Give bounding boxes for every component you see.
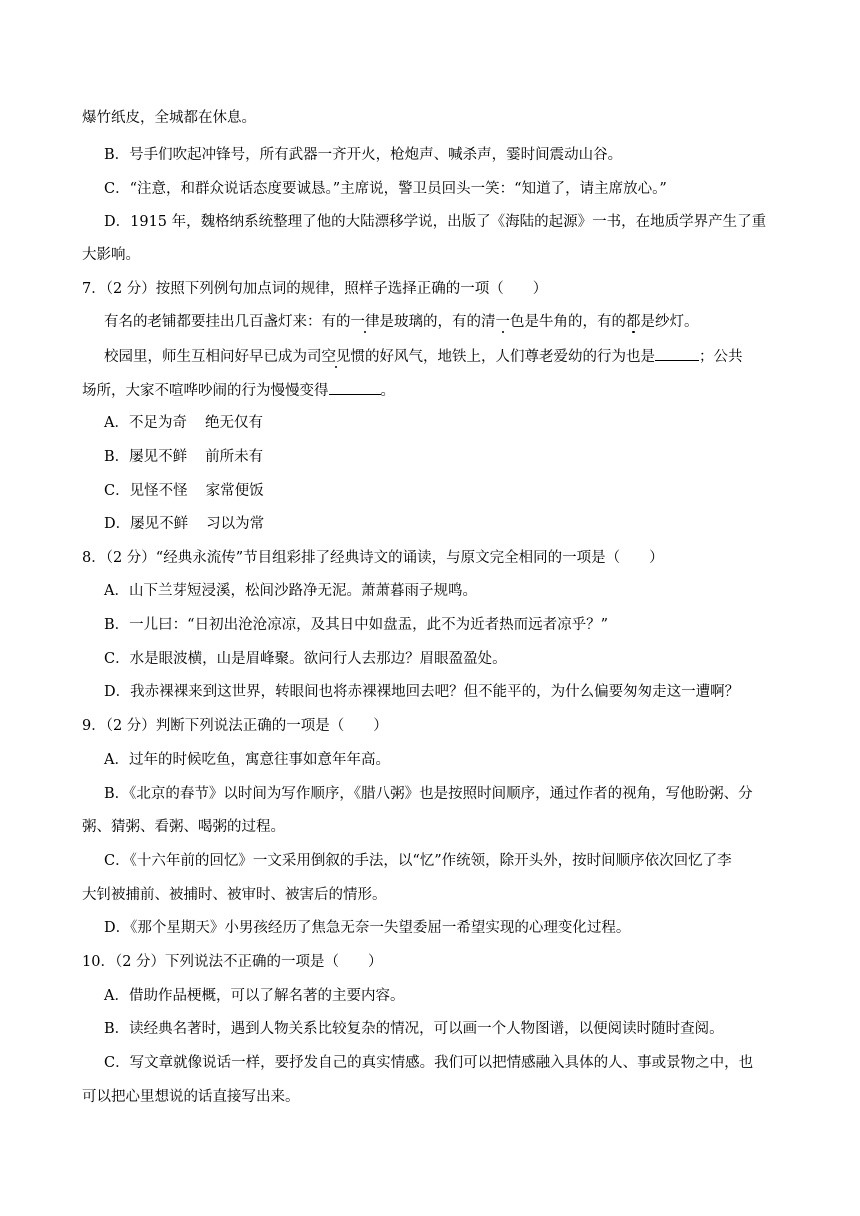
q9-option-a: A．过年的时候吃鱼，寓意往事如意年年高。 <box>104 752 390 768</box>
q6-option-a-continuation: 爆竹纸皮，全城都在休息。 <box>82 110 256 126</box>
q7-example-text: 是牛角的，有的 <box>524 314 626 330</box>
q6-option-b: B．号手们吹起冲锋号，所有武器一齐开火，枪炮声、喊杀声，霎时间震动山谷。 <box>104 147 623 163</box>
q6-option-d-line2: 大影响。 <box>82 247 140 263</box>
q7-sentence-text: 的好风气，地铁上，人们尊老爱幼的行为也是 <box>365 349 655 365</box>
q8-option-d: D．我赤裸裸来到这世界，转眼间也将赤裸裸地回去吧？但不能平的，为什么偏要匆匆走这一遭啊？ <box>104 684 740 700</box>
dotted-word: 都 <box>626 314 641 330</box>
answer-blank-2 <box>329 380 381 395</box>
q7-example-text: 是纱灯。 <box>640 314 699 330</box>
option-first-word: B．屡见不鲜 <box>104 449 188 465</box>
q7-target-sentence-line1 <box>104 346 743 367</box>
q10-option-a: A．借助作品梗概，可以了解名著的主要内容。 <box>104 988 405 1004</box>
dotted-word: 一律 <box>350 314 380 330</box>
q8-stem: 8．（2 分）“经典永流传”节目组彩排了经典诗文的诵读，与原文完全相同的一项是（ ） <box>82 550 664 566</box>
q7-option-a <box>104 413 263 433</box>
q7-example-text: 有名的老铺都要挂出几百盏灯来：有的 <box>104 314 351 330</box>
answer-blank-1 <box>655 346 699 361</box>
option-second-word: 绝无仅有 <box>204 415 263 431</box>
q9-option-b-line2: 粥、猜粥、看粥、喝粥的过程。 <box>82 819 285 835</box>
q7-option-c <box>104 481 264 501</box>
q9-option-b-line1: B．《北京的春节》以时间为写作顺序，《腊八粥》也是按照时间顺序，通过作者的视角，写他盼粥、分 <box>104 786 753 802</box>
q7-target-sentence-line2 <box>82 380 395 401</box>
q8-option-b: B．一儿曰：“日初出沧沧凉凉，及其日中如盘盂，此不为近者热而远者凉乎？” <box>104 617 608 633</box>
q9-stem: 9．（2 分）判断下列说法正确的一项是（ ） <box>82 718 388 734</box>
q7-sentence-text: 场所，大家不喧哗吵闹的行为慢慢变得 <box>82 383 329 399</box>
q9-option-c-line2: 大钊被捕前、被捕时、被审时、被害后的情形。 <box>82 887 387 903</box>
option-first-word: C．见怪不怪 <box>104 483 188 499</box>
q9-option-c-line1: C．《十六年前的回忆》一文采用倒叙的手法，以“忆”作统领，除开头外，按时间顺序依次回忆了李 <box>104 853 732 869</box>
q10-stem: 10．（2 分）下列说法不正确的一项是（ ） <box>82 954 383 970</box>
option-first-word: D．屡见不鲜 <box>104 516 189 532</box>
q7-option-b <box>104 447 263 467</box>
option-second-word: 习以为常 <box>206 516 265 532</box>
dotted-word: 司空见惯 <box>307 349 365 365</box>
q10-option-b: B．读经典名著时，遇到人物关系比较复杂的情况，可以画一个人物图谱，以便阅读时随时查阅。 <box>104 1021 724 1037</box>
option-second-word: 前所未有 <box>205 449 264 465</box>
q7-option-d <box>104 514 264 534</box>
q6-option-c: C．“注意，和群众说话态度要诚恳。”主席说，警卫员回头一笑：“知道了，请主席放心。” <box>104 181 667 197</box>
q7-sentence-text: 校园里，师生互相问好早已成为 <box>104 349 307 365</box>
q8-option-a: A．山下兰芽短浸溪，松间沙路净无泥。萧萧暮雨子规鸣。 <box>104 583 477 599</box>
q7-example-text: 是玻璃的，有的 <box>379 314 481 330</box>
dotted-word: 清一色 <box>481 314 525 330</box>
q7-example-sentence <box>104 312 699 332</box>
q9-option-d: D．《那个星期天》小男孩经历了焦急无奈一失望委屈一希望实现的心理变化过程。 <box>104 920 631 936</box>
q10-option-c-line1: C．写文章就像说话一样，要抒发自己的真实情感。我们可以把情感融入具体的人、事或景物之中，也 <box>104 1055 754 1071</box>
q7-sentence-text: 。 <box>380 383 395 399</box>
q6-option-d-line1: D．1915 年，魏格纳系统整理了他的大陆漂移学说，出版了《海陆的起源》一书，在地质学界产生了重 <box>104 214 767 230</box>
option-second-word: 家常便饭 <box>205 483 264 499</box>
q7-stem: 7．（2 分）按照下列例句加点词的规律，照样子选择正确的一项（ ） <box>82 281 548 297</box>
q10-option-c-line2: 可以把心里想说的话直接写出来。 <box>82 1089 300 1105</box>
option-first-word: A．不足为奇 <box>104 415 187 431</box>
q8-option-c: C．水是眼波横，山是眉峰聚。欲问行人去那边？眉眼盈盈处。 <box>104 651 507 667</box>
q7-sentence-text: ；公共 <box>699 349 743 365</box>
